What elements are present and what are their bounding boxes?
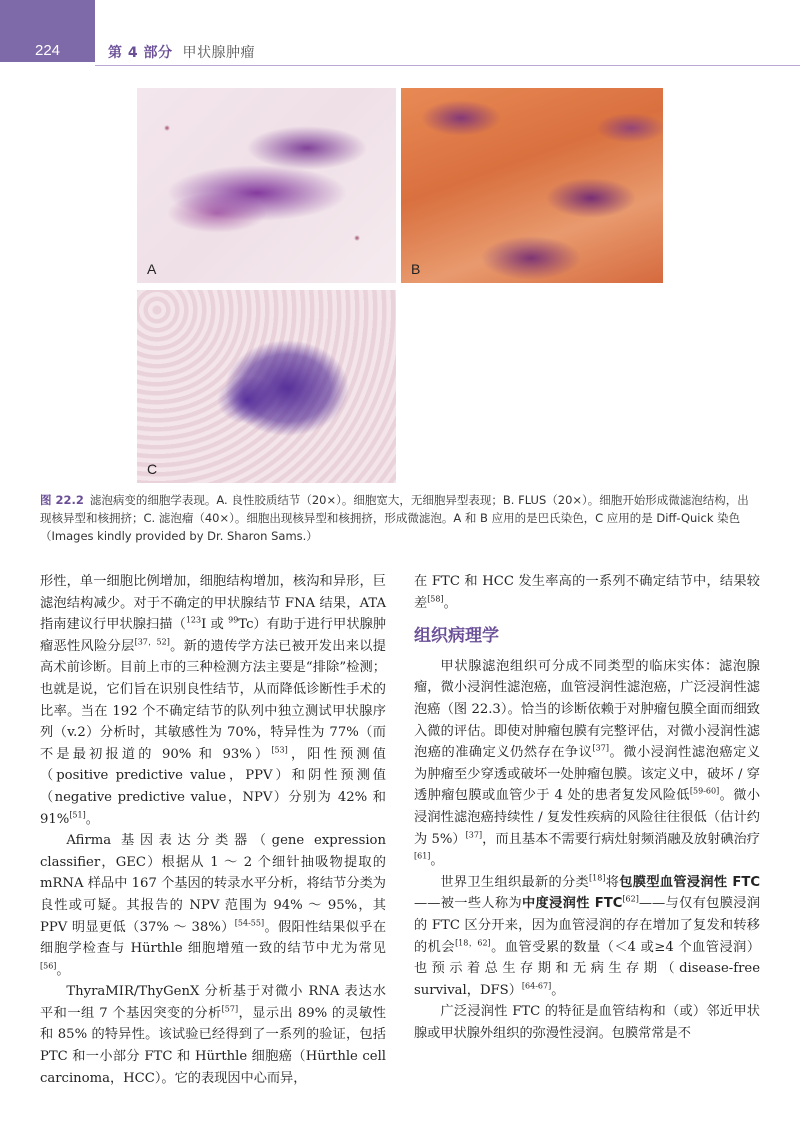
page-number: 224 — [34, 42, 61, 59]
part-label: 第 4 部分 — [108, 45, 173, 61]
citation: [37] — [592, 743, 609, 753]
section-heading: 组织病理学 — [414, 626, 499, 647]
citation: [56] — [40, 961, 57, 971]
panel-label-b: B — [411, 261, 421, 277]
citation: [37] — [465, 830, 483, 840]
figure-caption — [40, 491, 760, 545]
citation: [54-55] — [234, 918, 265, 928]
citation: [59-60] — [689, 786, 720, 796]
micrograph-panel-b — [401, 88, 663, 283]
micrograph-panel-c — [137, 290, 396, 483]
paragraph: Afirma 基因表达分类器（gene expression classifier，GEC）根据从 1 ～ 2 个细针抽吸物提取的 mRNA 样品中 167 个基因的转录水平分析，将结节分类为良性或可疑。其报告的 NPV 范围为 94% ～ 95%，其 PPV 明显更低（37% ～ 38%）[54-55]。假阳性结果似乎在细胞学检查与 Hürthle 细胞增殖一致的结节中尤为常见[56]。 — [40, 833, 387, 978]
citation: [37，52] — [134, 637, 170, 647]
citation: [53] — [271, 745, 288, 755]
running-header — [108, 42, 255, 62]
citation: [18] — [589, 873, 606, 883]
right-column — [414, 571, 760, 1044]
paragraph: 世界卫生组织最新的分类[18]将包膜型血管浸润性 FTC——被一些人称为中度浸润性 FTC[62]——与仅有包膜浸润的 FTC 区分开来，因为血管浸润的存在增加了复发和转移的机会[18，62]。血管受累的数量（＜4 或≥4 个血管浸润）也预示着总生存期和无病生存期（disease-free survival，DFS）[64-67]。 — [414, 873, 761, 998]
citation: [58] — [427, 594, 444, 604]
citation: [57] — [221, 1004, 239, 1014]
panel-label-a: A — [147, 261, 157, 277]
left-column — [40, 571, 386, 1089]
citation: [61] — [414, 851, 431, 861]
figure-label: 图 22.2 — [40, 493, 84, 507]
header-rule — [95, 65, 800, 66]
micrograph-panel-a — [137, 88, 396, 283]
citation: [64-67] — [521, 981, 552, 991]
paragraph: 形性，单一细胞比例增加，细胞结构增加，核沟和异形，巨滤泡结构减少。对于不确定的甲状腺结节 FNA 结果，ATA 指南建议行甲状腺扫描（$^{123}$I 或 $^{99}$Tc）有助于进行甲状腺肿瘤恶性风险分层[37，52]。新的遗传学方法已被开发出来以提高术前诊断。目前上市的三种检测方法主要是“排除”检测；也就是说，它们旨在识别良性结节，从而降低诊断性手术的比率。当在 192 个不确定结节的队列中独立测试甲状腺序列（v.2）分析时，其敏感性为 70%，特异性为 77%（而不是最初报道的 90% 和 93%）[53]，阳性预测值（positive predictive value，PPV）和阴性预测值（negative predictive value，NPV）分别为 42% 和 91%[51]。 — [40, 574, 387, 827]
citation: [51] — [69, 810, 86, 820]
paragraph: ThyraMIR/ThyGenX 分析基于对微小 RNA 表达水平和一组 7 个基因突变的分析[57]，显示出 89% 的灵敏性和 85% 的特异性。该试验已经得到了一系列的验证，包括 PTC 和一小部分 FTC 和 Hürthle 细胞癌（Hürthle cell carcinoma，HCC）。它的表现因中心而异， — [40, 984, 386, 1086]
paragraph: 甲状腺滤泡组织可分成不同类型的临床实体：滤泡腺瘤，微小浸润性滤泡癌，血管浸润性滤泡癌，广泛浸润性滤泡癌（图 22.3）。恰当的诊断依赖于对肿瘤包膜全面而细致入微的评估。即使对肿瘤包膜有完整评估，对微小浸润性滤泡癌的准确定义仍然存在争议[37]。微小浸润性滤泡癌定义为肿瘤至少穿透或破坏一处肿瘤包膜。该定义中，破坏 / 穿透肿瘤包膜或血管少于 4 处的患者复发风险低[59-60]。微小浸润性滤泡癌持续性 / 复发性疾病的风险往往很低（估计约为 5%）[37]，而且基本不需要行病灶射频消融及放射碘治疗[61]。 — [414, 658, 761, 869]
part-title: 甲状腺肿瘤 — [182, 45, 255, 61]
citation: [62] — [622, 894, 639, 904]
citation: [18，62] — [455, 938, 491, 948]
caption-text: 滤泡病变的细胞学表现。A. 良性胶质结节（20×）。细胞宽大，无细胞异型表现；B. FLUS（20×）。细胞开始形成微滤泡结构，出现核异型和核拥挤；C. 滤泡瘤（40×）。细胞出现核异型和核拥挤，形成微滤泡。A 和 B 应用的是巴氏染色，C 应用的是 Diff-Quick 染色（Images kindly provided by Dr. Sharon Sams.） — [40, 493, 749, 543]
paragraph: 广泛浸润性 FTC 的特征是血管结构和（或）邻近甲状腺或甲状腺外组织的弥漫性浸润。包膜常常是不 — [414, 1004, 760, 1041]
paragraph: 在 FTC 和 HCC 发生率高的一系列不确定结节中，结果较差[58]。 — [414, 574, 760, 611]
panel-label-c: C — [147, 461, 158, 477]
